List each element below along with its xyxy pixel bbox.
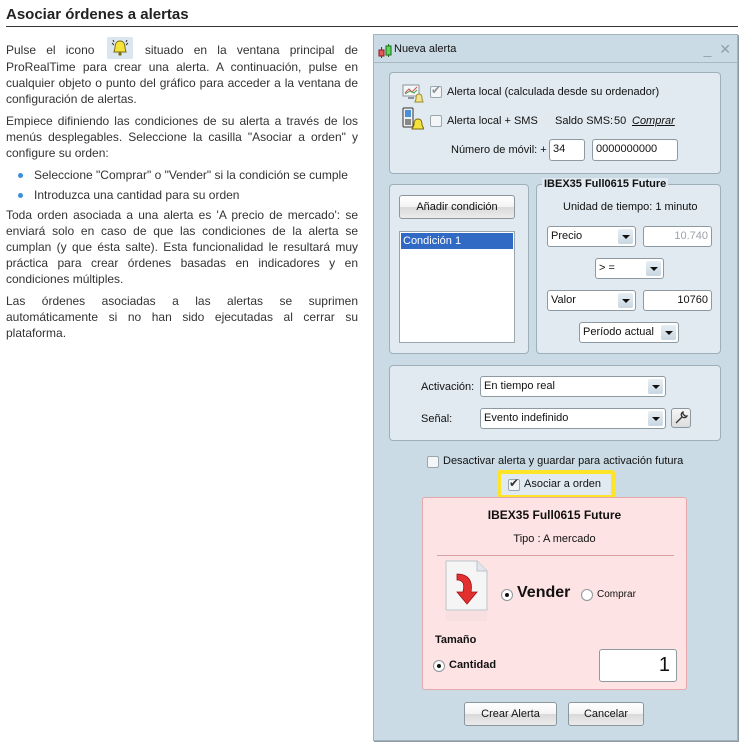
list-item bbox=[6, 167, 358, 183]
wrench-icon[interactable] bbox=[671, 408, 691, 428]
list-item bbox=[6, 187, 358, 203]
quantity-label: Cantidad bbox=[449, 659, 497, 671]
close-button[interactable]: ✕ bbox=[719, 41, 731, 57]
paragraph-4: Las órdenes asociadas a las alertas se suprimen automáticamente si no han sido ejecutadas al cerrar su plataforma. bbox=[6, 293, 358, 340]
paragraph-3: Toda orden asociada a una alerta es 'A precio de mercado': se enviará solo en caso de que las condiciones de la alerta se cumplan (y que ésta salte). Esta funcionalidad le resultará muy práctica para crear órdenes basadas en indicadores y en condiciones múltiples. bbox=[6, 207, 358, 286]
condition-editor-panel bbox=[536, 178, 721, 354]
sell-order-icon bbox=[443, 560, 491, 627]
period-select[interactable] bbox=[579, 322, 679, 343]
sms-alert-checkbox[interactable] bbox=[430, 115, 442, 127]
activation-select[interactable] bbox=[480, 376, 666, 397]
buy-label: Comprar bbox=[597, 589, 636, 600]
paragraph-2: Empiece difiniendo las condiciones de su alerta a través de los menús desplegables. Seleccione la casilla "Asociar a orden" y configure su orden: bbox=[6, 113, 358, 160]
chevron-down-icon bbox=[648, 411, 663, 426]
quantity-input[interactable]: 1 bbox=[599, 649, 677, 682]
buy-radio[interactable] bbox=[581, 589, 593, 601]
dialog-title: Nueva alerta bbox=[394, 43, 457, 55]
instrument-title: IBEX35 Full0615 Future bbox=[544, 178, 667, 190]
quantity-radio[interactable] bbox=[433, 660, 445, 672]
field1-value: Precio bbox=[551, 230, 583, 242]
p1-text-after: situado en la ventana principal de ProRealTime para crear una alerta. A continuación, pulse en cualquier objeto o punto del gráfico para acceder a la ventana de configuración de alertas. bbox=[6, 43, 358, 106]
add-condition-button[interactable]: Añadir condición bbox=[399, 195, 515, 219]
activation-value: En tiempo real bbox=[484, 380, 555, 392]
buy-sms-link[interactable]: Comprar bbox=[632, 115, 675, 127]
dialog-titlebar[interactable] bbox=[374, 35, 737, 63]
notification-panel bbox=[389, 72, 721, 174]
mobile-number-input[interactable]: 0000000000 bbox=[592, 139, 678, 161]
page-title: Asociar órdenes a alertas bbox=[6, 6, 738, 27]
sms-balance-label: Saldo SMS: bbox=[555, 115, 614, 127]
signal-label: Señal: bbox=[421, 413, 453, 425]
deactivate-checkbox[interactable] bbox=[427, 456, 439, 468]
bell-icon bbox=[107, 37, 133, 59]
period-value: Período actual bbox=[583, 326, 654, 338]
chevron-down-icon bbox=[648, 379, 663, 394]
chevron-down-icon bbox=[661, 325, 676, 340]
bullet-list bbox=[6, 167, 358, 203]
field1-select[interactable] bbox=[547, 226, 636, 247]
conditions-list[interactable] bbox=[399, 231, 515, 343]
deactivate-label: Desactivar alerta y guardar para activación futura bbox=[443, 455, 684, 467]
value-input[interactable]: 10760 bbox=[643, 290, 712, 311]
list-item-text: Introduzca una cantidad para su orden bbox=[34, 187, 240, 202]
order-divider bbox=[437, 555, 674, 556]
new-alert-dialog bbox=[373, 34, 738, 741]
signal-value: Evento indefinido bbox=[484, 412, 569, 424]
sell-radio[interactable] bbox=[501, 589, 513, 601]
conditions-panel bbox=[389, 184, 529, 354]
order-panel bbox=[422, 497, 687, 690]
cancel-button[interactable]: Cancelar bbox=[568, 702, 644, 726]
sms-alert-icon bbox=[402, 107, 424, 136]
local-alert-checkbox[interactable] bbox=[430, 86, 442, 98]
mobile-prefix-input[interactable]: 34 bbox=[549, 139, 585, 161]
chevron-down-icon bbox=[618, 293, 633, 308]
associate-order-checkbox[interactable] bbox=[508, 479, 520, 491]
local-alert-icon bbox=[402, 84, 424, 109]
bullet-icon bbox=[18, 173, 23, 178]
timeframe-label: Unidad de tiempo: 1 minuto bbox=[563, 201, 698, 213]
activation-label: Activación: bbox=[421, 381, 475, 393]
associate-order-label: Asociar a orden bbox=[524, 478, 602, 490]
list-item-text: Seleccione "Comprar" o "Vender" si la condición se cumple bbox=[34, 167, 348, 182]
signal-select[interactable] bbox=[480, 408, 666, 429]
order-instrument: IBEX35 Full0615 Future bbox=[487, 508, 622, 522]
paragraph-1 bbox=[6, 42, 358, 107]
chevron-down-icon bbox=[646, 261, 661, 276]
operator-value: > = bbox=[599, 262, 615, 274]
create-alert-button[interactable]: Crear Alerta bbox=[464, 702, 557, 726]
order-type: Tipo : A mercado bbox=[513, 533, 596, 545]
mobile-number-label: Número de móvil: + bbox=[451, 144, 547, 156]
local-alert-label: Alerta local (calculada desde su ordenador) bbox=[447, 86, 660, 98]
sell-label: Vender bbox=[517, 584, 571, 601]
chevron-down-icon bbox=[618, 229, 633, 244]
field2-select[interactable] bbox=[547, 290, 636, 311]
field2-value: Valor bbox=[551, 294, 576, 306]
activation-panel bbox=[389, 365, 721, 441]
current-price-field: 10.740 bbox=[643, 226, 712, 247]
minimize-button[interactable]: _ bbox=[703, 41, 712, 57]
sms-alert-label: Alerta local + SMS bbox=[447, 115, 538, 127]
size-label: Tamaño bbox=[435, 634, 477, 646]
operator-select[interactable] bbox=[595, 258, 664, 279]
instructions bbox=[6, 42, 358, 347]
p1-text-before: Pulse el icono bbox=[6, 43, 95, 57]
sms-balance-value: 50 bbox=[614, 115, 627, 127]
condition-item-1[interactable]: Condición 1 bbox=[401, 233, 513, 249]
bullet-icon bbox=[18, 193, 23, 198]
candlestick-app-icon bbox=[378, 42, 392, 57]
